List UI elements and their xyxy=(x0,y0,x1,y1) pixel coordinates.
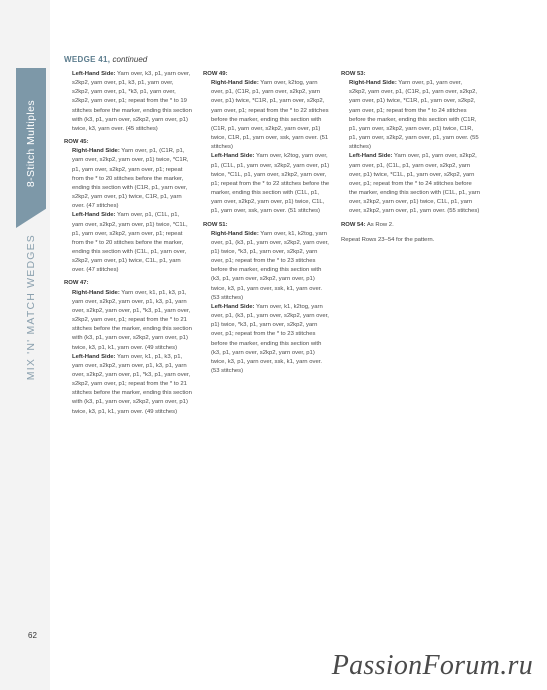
instruction-text: Yarn over, p1, yarn over, s2kp2, yarn over, p1, (C1L, p1, yarn over, s2kp2, yarn over, p1) twice, *C1L, p1, yarn over, s2kp2, yarn over, p1; repeat from the * to 24 stitches before the marker, ending this section with (C1L, p1, yarn over, s2kp2, yarn over, p1) twice, C1L, p1, yarn over, s2kp2, yarn over, p1, yarn over. (55 stitches) xyxy=(349,153,480,215)
instruction-text: Yarn over, k1, p1, k3, p1, yarn over, s2kp2, yarn over, p1, k3, p1, yarn over, s2kp2, yarn over, p1, *k3, p1, yarn over, s2kp2, yarn over, p1; repeat from the * to 21 stitches before the marker, ending this section with (k3, p1, yarn over, s2kp2, yarn over, p1) twice, k3, p1, k1, yarn over. (49 stitches) xyxy=(72,289,192,351)
row-heading xyxy=(341,221,481,230)
instruction-paragraph xyxy=(203,303,331,376)
instruction-paragraph xyxy=(203,152,331,216)
continued-label: continued xyxy=(112,55,148,64)
instruction-text: Yarn over, k1, k2tog, yarn over, p1, (k3, p1, yarn over, s2kp2, yarn over, p1) twice, *k3, p1, yarn over, s2kp2, yarn over, p1; repeat from the * to 23 stitches before the marker, ending this section with (k3, p1, yarn over, s2kp2, yarn over, p1) twice, k3, p1, yarn over, ssk, k1, yarn over. (53 stitches) xyxy=(211,230,329,301)
side-label: Left-Hand Side: xyxy=(211,303,255,310)
row-number: ROW 49: xyxy=(203,71,228,77)
row-heading xyxy=(64,279,192,288)
watermark: PassionForum.ru xyxy=(331,650,533,681)
instruction-paragraph xyxy=(341,152,481,216)
instruction-paragraph xyxy=(64,353,192,417)
instruction-paragraph xyxy=(64,289,192,353)
instruction-paragraph xyxy=(64,70,192,134)
instruction-paragraph xyxy=(203,79,331,152)
instruction-text: Yarn over, p1, (C1R, p1, yarn over, s2kp2, yarn over, p1) twice, *C1R, p1, yarn over, s2kp2, yarn over, p1; repeat from the * to 20 stitches before the marker, ending this section with (C1R, p1, yarn over, s2kp2, yarn over, p1) twice, C1R, p1, yarn over. (47 stitches) xyxy=(72,148,189,210)
side-label: Left-Hand Side: xyxy=(72,353,116,360)
page-number: 62 xyxy=(28,631,37,640)
row-number: ROW 47: xyxy=(64,280,89,287)
row-heading xyxy=(203,221,331,230)
row-heading xyxy=(341,70,481,79)
repeat-note: Repeat Rows 23–54 for the pattern. xyxy=(341,236,435,243)
side-label: Left-Hand Side: xyxy=(72,71,116,77)
side-label: Left-Hand Side: xyxy=(211,153,255,160)
side-label: Left-Hand Side: xyxy=(72,212,116,219)
wedge-title: WEDGE 41, xyxy=(64,55,111,64)
row-number: ROW 45: xyxy=(64,139,89,146)
column-3 xyxy=(341,70,481,245)
side-label: Right-Hand Side: xyxy=(349,80,397,87)
chapter-label: MIX 'N' MATCH WEDGES xyxy=(25,234,37,381)
column-1 xyxy=(64,70,192,417)
section-tab-label: 8-Stitch Multiples xyxy=(25,100,37,188)
instruction-text: Yarn over, p1, yarn over, s2kp2, yarn over, p1, (C1R, p1, yarn over, s2kp2, yarn over, p1) twice, *C1R, p1, yarn over, s2kp2, yarn over, p1; repeat from the * to 24 stitches before the marker, ending this section with (C1R, p1, yarn over, s2kp2, yarn over, p1) twice, C1R, p1, yarn over, s2kp2, yarn over, p1, yarn over. (55 stitches) xyxy=(349,80,479,151)
instruction-paragraph xyxy=(64,147,192,211)
row-heading xyxy=(203,70,331,79)
instruction-paragraph xyxy=(341,79,481,152)
column-2 xyxy=(203,70,331,376)
side-label: Left-Hand Side: xyxy=(349,153,393,160)
wedge-header xyxy=(64,55,147,64)
instruction-text: Yarn over, k1, k2tog, yarn over, p1, (k3, p1, yarn over, s2kp2, yarn over, p1) twice, *k3, p1, yarn over, s2kp2, yarn over, p1; repeat from the * to 23 stitches before the marker, ending this section with (k3, p1, yarn over, s2kp2, yarn over, p1) twice, k3, p1, yarn over, ssk, k1, yarn over. (53 stitches) xyxy=(211,303,329,374)
instruction-text: Yarn over, k3, p1, yarn over, s2kp2, yarn over, p1, k3, p1, yarn over, s2kp2, yarn over, p1, *k3, p1, yarn over, s2kp2, yarn over, p1; repeat from the * to 19 stitches before the marker, ending this section with (k3, p1, yarn over, s2kp2, yarn over, p1) twice, k3, yarn over. (45 stitches) xyxy=(72,71,192,132)
row-number: ROW 54: xyxy=(341,221,366,228)
instruction-text: Yarn over, k2tog, yarn over, p1, (C1R, p1, yarn over, s2kp2, yarn over, p1) twice, *C1R, p1, yarn over, s2kp2, yarn over, p1; repeat from the * to 22 stitches before the marker, ending this section with (C1R, p1, yarn over, s2kp2, yarn over, p1) twice, C1R, p1, yarn over, ssk, yarn over. (51 stitches) xyxy=(211,80,329,151)
side-label: Right-Hand Side: xyxy=(72,289,120,296)
row-number: ROW 53: xyxy=(341,71,366,77)
side-label: Right-Hand Side: xyxy=(211,230,259,237)
row-heading xyxy=(64,138,192,147)
side-label: Right-Hand Side: xyxy=(211,80,259,87)
instruction-text: Yarn over, p1, (C1L, p1, yarn over, s2kp2, yarn over, p1) twice, *C1L, p1, yarn over, s2kp2, yarn over, p1; repeat from the * to 20 stitches before the marker, ending this section with (C1L, p1, yarn over, s2kp2, yarn over, p1) twice, C1L, p1, yarn over. (47 stitches) xyxy=(72,212,188,274)
section-tab-label-wrap xyxy=(16,68,46,220)
side-label: Right-Hand Side: xyxy=(72,148,120,155)
instruction-text: Yarn over, k1, p1, k3, p1, yarn over, s2kp2, yarn over, p1, k3, p1, yarn over, s2kp2, yarn over, p1, *k3, p1, yarn over, s2kp2, yarn over, p1; repeat from the * to 21 stitches before the marker, ending this section with (k3, p1, yarn over, s2kp2, yarn over, p1) twice, k3, p1, k1, yarn over. (49 stitches) xyxy=(72,353,192,415)
row-number: ROW 51: xyxy=(203,221,228,228)
instruction-text: Yarn over, k2tog, yarn over, p1, (C1L, p1, yarn over, s2kp2, yarn over, p1) twice, *C1L, p1, yarn over, s2kp2, yarn over, p1; repeat from the * to 22 stitches before the marker, ending this section with (C1L, p1, yarn over, s2kp2, yarn over, p1) twice, C1L, p1, yarn over, ssk, yarn over. (51 stitches) xyxy=(211,153,330,215)
instruction-paragraph xyxy=(64,211,192,275)
chapter-label-wrap xyxy=(16,230,46,385)
row-note: As Row 2. xyxy=(365,221,394,228)
instruction-paragraph xyxy=(203,230,331,303)
